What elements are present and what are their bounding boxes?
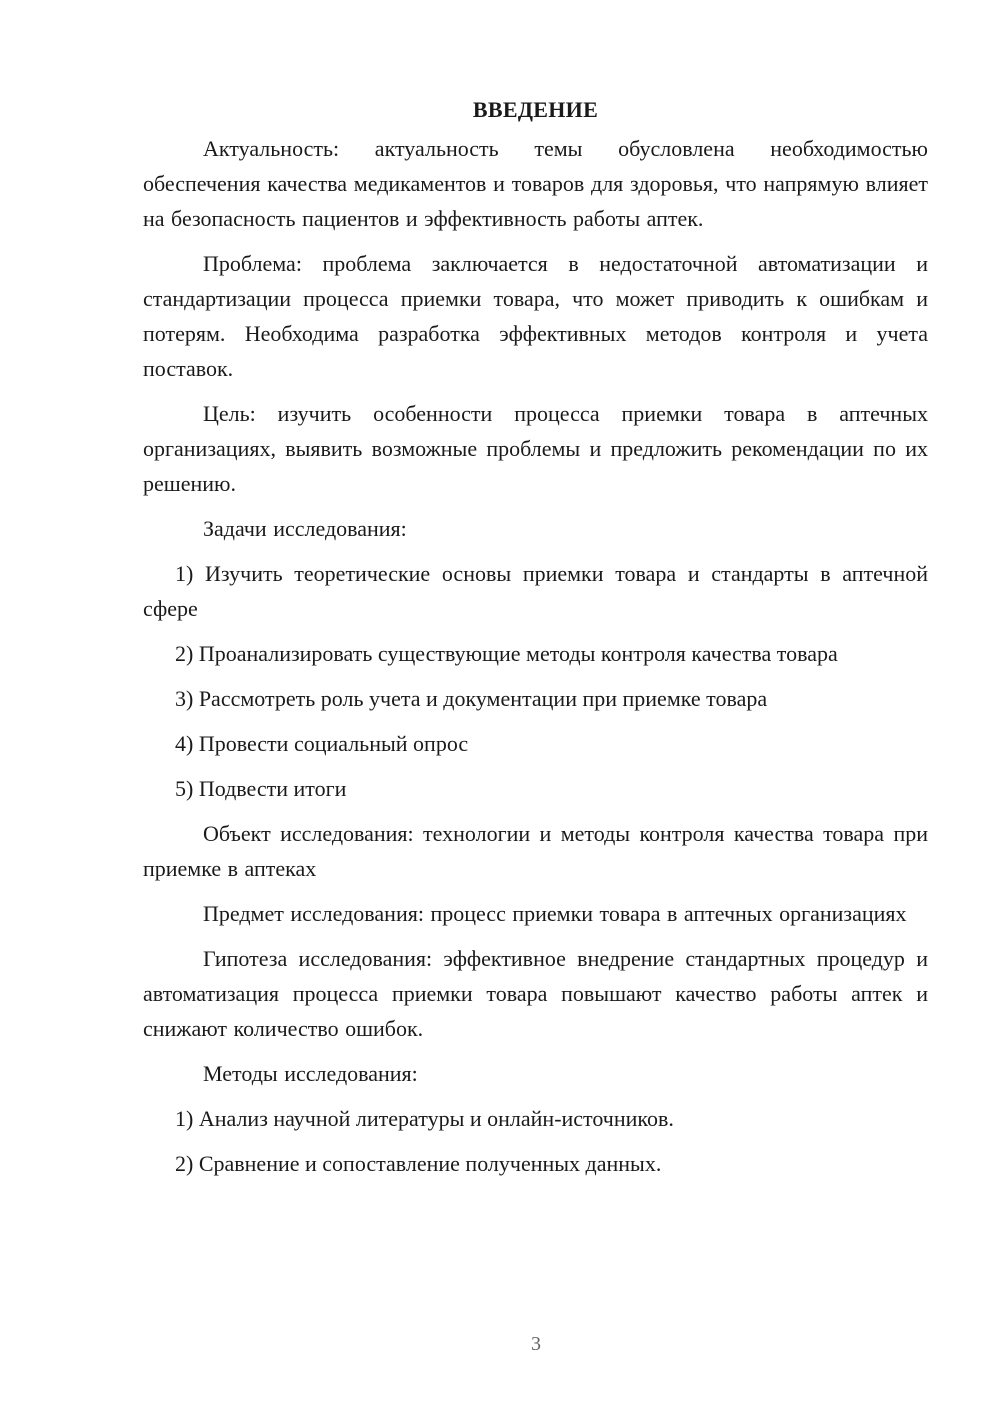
tasks-title: Задачи исследования: xyxy=(203,516,407,541)
document-page xyxy=(143,92,928,1191)
method-item: 2) Сравнение и сопоставление полученных данных. xyxy=(175,1151,662,1176)
problem-paragraph: Проблема: проблема заключается в недостаточной автоматизации и стандартизации процесса приемки товара, что может приводить к ошибкам и потерям. Необходима разработка эффективных методов контроля и учета поставок. xyxy=(143,251,928,381)
method-item: 1) Анализ научной литературы и онлайн-источников. xyxy=(175,1106,674,1131)
hypothesis-paragraph: Гипотеза исследования: эффективное внедрение стандартных процедур и автоматизация процесса приемки товара повышают качество работы аптек и снижают количество ошибок. xyxy=(143,946,928,1041)
object-paragraph: Объект исследования: технологии и методы контроля качества товара при приемке в аптеках xyxy=(143,821,928,881)
task-item: 3) Рассмотреть роль учета и документации при приемке товара xyxy=(175,686,768,711)
relevance-paragraph: Актуальность: актуальность темы обусловлена необходимостью обеспечения качества медикаментов и товаров для здоровья, что напрямую влияет на безопасность пациентов и эффективность работы аптек. xyxy=(143,136,928,231)
subject-paragraph: Предмет исследования: процесс приемки товара в аптечных организациях xyxy=(203,901,907,926)
section-heading: ВВЕДЕНИЕ xyxy=(472,97,599,122)
goal-paragraph: Цель: изучить особенности процесса приемки товара в аптечных организациях, выявить возможные проблемы и предложить рекомендации по их решению. xyxy=(143,401,928,496)
task-item: 2) Проанализировать существующие методы контроля качества товара xyxy=(175,641,838,666)
task-item: 4) Провести социальный опрос xyxy=(175,731,469,756)
methods-title: Методы исследования: xyxy=(203,1061,418,1086)
page-number: 3 xyxy=(531,1333,541,1355)
task-item: 5) Подвести итоги xyxy=(175,776,347,801)
task-item: 1) Изучить теоретические основы приемки товара и стандарты в аптечной сфере xyxy=(143,561,928,621)
